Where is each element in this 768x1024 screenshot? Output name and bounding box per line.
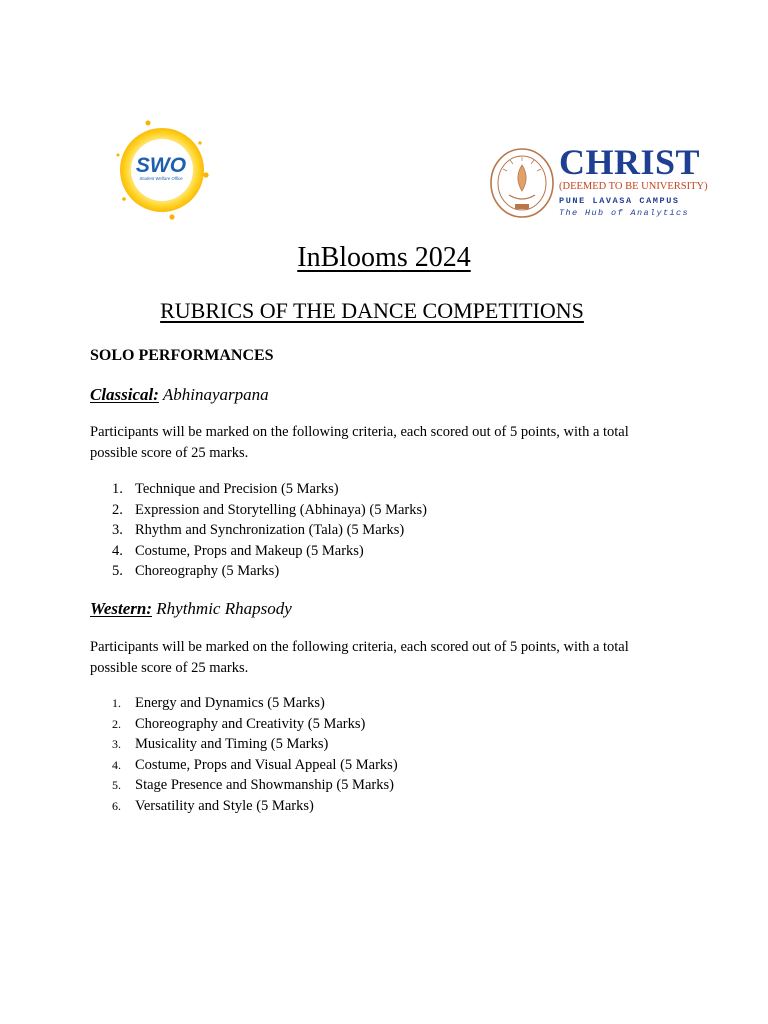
document-subtitle <box>0 297 744 325</box>
christ-deemed-label: (DEEMED TO BE UNIVERSITY) <box>559 181 708 192</box>
western-criterion-item <box>90 775 650 796</box>
western-criterion-item <box>90 796 650 817</box>
criterion-number: 1. <box>112 481 123 497</box>
western-intro: Participants will be marked on the following criteria, each scored out of 5 points, with a total possible score of 25 marks. <box>90 639 629 676</box>
christ-tagline: The Hub of Analytics <box>559 208 690 218</box>
christ-campus-label: PUNE LAVASA CAMPUS <box>559 196 680 206</box>
criterion-text: Stage Presence and Showmanship (5 Marks) <box>135 777 394 794</box>
criterion-text: Versatility and Style (5 Marks) <box>135 797 314 814</box>
christ-wordmark: CHRIST <box>559 142 701 182</box>
criterion-text: Choreography (5 Marks) <box>135 563 280 580</box>
classical-category: Classical: <box>90 385 159 404</box>
swo-logo-graphic <box>112 117 210 221</box>
document-title <box>0 240 768 276</box>
criterion-text: Costume, Props and Makeup (5 Marks) <box>135 542 364 559</box>
criterion-number: 3. <box>112 522 123 539</box>
criterion-number: 3. <box>112 737 121 752</box>
criterion-number: 2. <box>112 501 123 518</box>
classical-criterion-item <box>90 479 650 500</box>
western-category: Western: <box>90 599 153 618</box>
criterion-text: Musicality and Timing (5 Marks) <box>135 736 329 753</box>
western-event-name: Rhythmic Rhapsody <box>156 599 292 618</box>
criterion-number: 2. <box>112 716 121 731</box>
criterion-number: 5. <box>112 778 121 793</box>
criterion-text: Expression and Storytelling (Abhinaya) (5 Marks) <box>135 501 427 518</box>
western-heading <box>90 598 292 620</box>
christ-logo <box>489 144 711 222</box>
christ-logo-text <box>559 144 711 219</box>
classical-criterion-item <box>90 561 650 582</box>
western-criterion-item <box>90 755 650 776</box>
criterion-text: Rhythm and Synchronization (Tala) (5 Marks) <box>135 522 405 539</box>
classical-intro: Participants will be marked on the following criteria, each scored out of 5 points, with a total possible score of 25 marks. <box>90 424 629 461</box>
criterion-number: 6. <box>112 798 121 813</box>
classical-criterion-item <box>90 520 650 541</box>
classical-criterion-item <box>90 541 650 562</box>
classical-heading <box>90 384 269 406</box>
western-criterion-item <box>90 693 650 714</box>
classical-criterion-item <box>90 500 650 521</box>
criterion-text: Technique and Precision (5 Marks) <box>135 481 339 497</box>
western-criterion-item <box>90 734 650 755</box>
criterion-number: 1. <box>112 696 121 710</box>
western-criterion-item <box>90 714 650 735</box>
swo-logo-subtext: Student Welfare Office <box>139 176 183 181</box>
criterion-text: Energy and Dynamics (5 Marks) <box>135 695 325 711</box>
criterion-number: 4. <box>112 542 123 559</box>
criterion-text: Costume, Props and Visual Appeal (5 Marks) <box>135 756 398 773</box>
document-subtitle-text: RUBRICS OF THE DANCE COMPETITIONS <box>160 298 584 323</box>
document-title-text: InBlooms 2024 <box>297 242 471 273</box>
classical-criteria-list <box>90 479 650 582</box>
classical-event-name: Abhinayarpana <box>162 385 269 404</box>
western-criteria-list <box>90 693 650 817</box>
criterion-number: 4. <box>112 757 121 772</box>
swo-logo <box>112 117 210 221</box>
criterion-number: 5. <box>112 563 123 580</box>
christ-seal-emblem <box>489 147 555 219</box>
criterion-text: Choreography and Creativity (5 Marks) <box>135 715 366 732</box>
section-heading-solo: SOLO PERFORMANCES <box>90 347 274 364</box>
swo-logo-text: SWO <box>135 154 187 177</box>
